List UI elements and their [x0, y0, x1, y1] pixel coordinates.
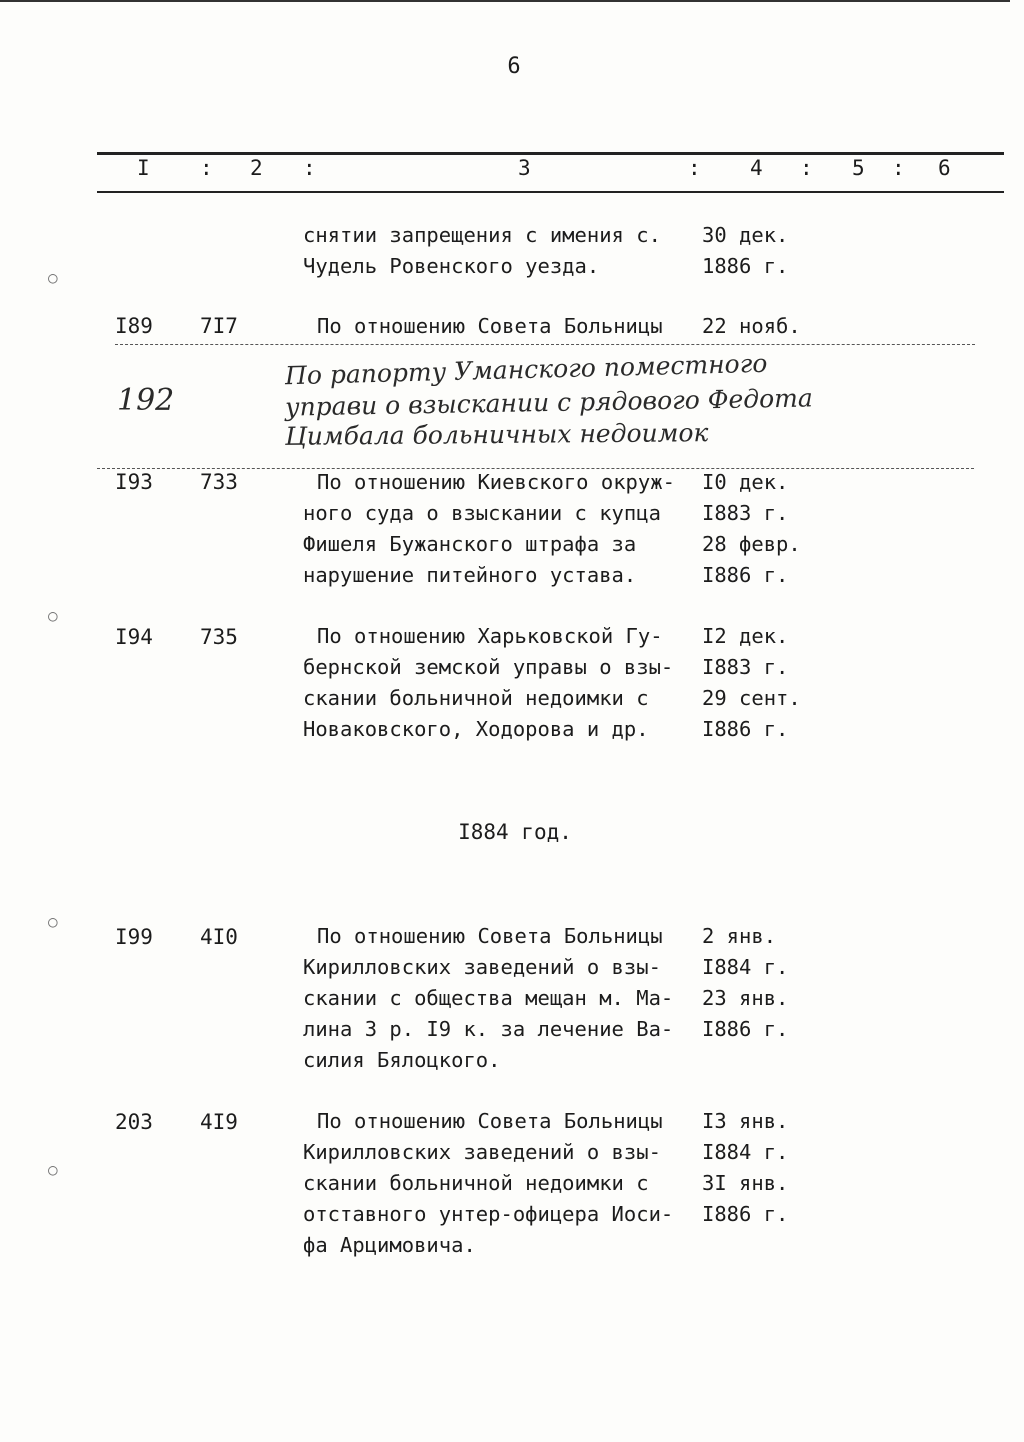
description-line: По отношению Совета Больницы — [317, 924, 663, 948]
date-line: I886 г. — [702, 1017, 789, 1041]
description-line: По отношению Киевского окруж- — [317, 470, 675, 494]
date-line: I3 янв. — [702, 1109, 789, 1133]
description-line: скании больничной недоимки с — [303, 686, 649, 710]
date-line: I886 г. — [702, 1202, 789, 1226]
date-line: 1886 г. — [702, 254, 789, 278]
column-header-2: 2 — [250, 156, 263, 180]
description-line: По отношению Совета Больницы — [317, 314, 663, 338]
binding-hole-icon: ○ — [48, 912, 58, 931]
description-line: силия Бялоцкого. — [303, 1048, 501, 1072]
date-line: 28 февр. — [702, 532, 801, 556]
entry-description — [303, 1106, 703, 1261]
description-line: Чудель Ровенского уезда. — [303, 254, 600, 278]
entry-case-number: 733 — [200, 470, 238, 494]
entry-dates — [702, 467, 812, 591]
handwritten-line: управи о взыскании с рядового Федота — [284, 383, 814, 422]
continuation-description — [303, 220, 703, 282]
entry-number: I89 — [115, 314, 153, 338]
date-line: I883 г. — [702, 501, 789, 525]
entry-number: 203 — [115, 1110, 153, 1134]
column-separator: : — [800, 156, 813, 180]
description-line: Фишеля Бужанского штрафа за — [303, 532, 637, 556]
description-line: нарушение питейного устава. — [303, 563, 637, 587]
date-line: 22 нояб. — [702, 314, 801, 338]
description-line: снятии запрещения с имения с. — [303, 223, 661, 247]
description-line: Новаковского, Ходорова и др. — [303, 717, 649, 741]
date-line: I2 дек. — [702, 624, 789, 648]
column-separator: : — [200, 156, 213, 180]
entry-description — [303, 467, 703, 591]
entry-dates — [702, 921, 812, 1045]
binding-hole-icon: ○ — [48, 268, 58, 287]
column-header-4: 4 — [750, 156, 763, 180]
date-line: I0 дек. — [702, 470, 789, 494]
date-line: I884 г. — [702, 1140, 789, 1164]
continuation-dates — [702, 220, 812, 282]
description-line: Кирилловских заведений о взы- — [303, 955, 661, 979]
entry-number: I93 — [115, 470, 153, 494]
description-line: отставного унтер-офицера Иоси- — [303, 1202, 674, 1226]
entry-dates — [702, 1106, 812, 1230]
binding-hole-icon: ○ — [48, 606, 58, 625]
year-heading: I884 год. — [458, 820, 572, 844]
date-line: 3I янв. — [702, 1171, 789, 1195]
description-line: скании с общества мещан м. Ма- — [303, 986, 674, 1010]
column-header-3: 3 — [518, 156, 531, 180]
description-line: фа Арцимовича. — [303, 1233, 476, 1257]
description-line: Кирилловских заведений о взы- — [303, 1140, 661, 1164]
entry-number: I94 — [115, 625, 153, 649]
description-line: лина 3 р. I9 к. за лечение Ва- — [303, 1017, 674, 1041]
date-line: I886 г. — [702, 717, 789, 741]
column-separator: : — [892, 156, 905, 180]
date-line: I883 г. — [702, 655, 789, 679]
column-separator: : — [688, 156, 701, 180]
date-line: 23 янв. — [702, 986, 789, 1010]
header-rule-bottom — [97, 191, 1004, 193]
entry-case-number: 7I7 — [200, 314, 238, 338]
column-header-6: 6 — [938, 156, 951, 180]
handwritten-line: По рапорту Уманского поместного — [284, 348, 768, 391]
description-line: ного суда о взыскании с купца — [303, 501, 661, 525]
handwritten-number: 192 — [117, 383, 175, 418]
page-top-border — [0, 0, 1010, 5]
entry-description — [303, 921, 703, 1076]
entry-dates — [702, 621, 812, 745]
strike-line — [115, 344, 975, 345]
column-header-5: 5 — [852, 156, 865, 180]
description-line: По отношению Совета Больницы — [317, 1109, 663, 1133]
date-line: 2 янв. — [702, 924, 777, 948]
description-line: По отношению Харьковской Гу- — [317, 624, 663, 648]
entry-dates — [702, 311, 812, 342]
date-line: 30 дек. — [702, 223, 789, 247]
date-line: 29 сент. — [702, 686, 801, 710]
page-number: 6 — [507, 54, 521, 79]
binding-hole-icon: ○ — [48, 1160, 58, 1179]
description-line: скании больничной недоимки с — [303, 1171, 649, 1195]
entry-case-number: 735 — [200, 625, 238, 649]
date-line: I884 г. — [702, 955, 789, 979]
entry-description — [303, 311, 703, 342]
header-rule-top — [97, 152, 1004, 155]
column-separator: : — [303, 156, 316, 180]
column-header-1: I — [137, 156, 150, 180]
entry-description — [303, 621, 703, 745]
date-line: I886 г. — [702, 563, 789, 587]
entry-case-number: 4I9 — [200, 1110, 238, 1134]
description-line: бернской земской управы о взы- — [303, 655, 674, 679]
entry-number: I99 — [115, 925, 153, 949]
entry-case-number: 4I0 — [200, 925, 238, 949]
handwritten-line: Цимбала больничных недоимок — [284, 418, 709, 451]
